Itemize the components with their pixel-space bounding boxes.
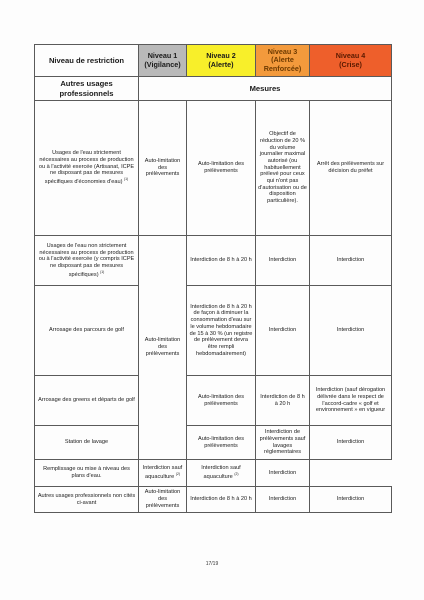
level-4-cell: Interdiction (sauf dérogation délivrée dans le respect de l'accord-cadre « golf et environnement » en vigueur bbox=[310, 376, 392, 426]
footnote-marker: (1) bbox=[124, 177, 129, 182]
level-1-cell: Auto-limitation des prélèvements bbox=[139, 487, 187, 513]
level-4-header bbox=[310, 45, 392, 77]
level-4-cell: Interdiction bbox=[310, 426, 392, 460]
usage-cell: Station de lavage bbox=[35, 426, 139, 460]
level-3-cell: Interdiction bbox=[256, 487, 310, 513]
restriction-level-header: Niveau de restriction bbox=[35, 45, 139, 77]
usage-cell: Arrosage des greens et départs de golf bbox=[35, 376, 139, 426]
level-4-sub: (Crise) bbox=[339, 59, 362, 69]
table-row bbox=[35, 101, 392, 236]
level-4-cell: Interdiction bbox=[256, 460, 310, 487]
measures-label: Mesures bbox=[139, 77, 392, 101]
usage-cell: Remplissage ou mise à niveau des plans d'eau. bbox=[35, 460, 139, 487]
section-header-row bbox=[35, 77, 392, 101]
level-1-name: Niveau 1 bbox=[147, 51, 178, 61]
level-1-merged-cell: Auto-limitation des prélèvements bbox=[139, 236, 187, 460]
level-1-cell: Auto-limitation des prélèvements bbox=[139, 101, 187, 236]
level-3-cell: Objectif de réduction de 20 % du volume journalier maximal autorisé (ou habituellement prélevé pour ceux qui n'ont pas d'autorisation ou de disposition particulière). bbox=[256, 101, 310, 236]
usage-cell: Arrosage des parcours de golf bbox=[35, 286, 139, 376]
level-2-cell: Interdiction de 8 h à 20 h bbox=[187, 487, 256, 513]
level-3-cell: Interdiction de prélèvements sauf lavages réglementaires bbox=[256, 426, 310, 460]
restriction-table bbox=[34, 44, 392, 513]
level-2-cell: Auto-limitation des prélèvements bbox=[187, 376, 256, 426]
level-3-cell: Interdiction de 8 h à 20 h bbox=[256, 376, 310, 426]
level-4-cell: Interdiction bbox=[310, 286, 392, 376]
table-row bbox=[35, 376, 392, 426]
level-2-cell: Auto-limitation des prélèvements bbox=[187, 101, 256, 236]
level-4-cell: Interdiction bbox=[310, 487, 392, 513]
header-row bbox=[35, 45, 392, 77]
level-2-cell: Interdiction de 8 h à 20 h de façon à diminuer la consommation d'eau sur le volume hebdomadaire de 15 à 30 % (un registre de prélèvement devra être rempli hebdomadairement) bbox=[187, 286, 256, 376]
level-4-cell: Arrêt des prélèvements sur décision du préfet bbox=[310, 101, 392, 236]
footnote-marker: (2) bbox=[234, 472, 239, 477]
level-3-header bbox=[256, 45, 310, 77]
table-row bbox=[35, 460, 392, 487]
level-2-sub: (Alerte) bbox=[208, 59, 234, 69]
table-row bbox=[35, 286, 392, 376]
level-2-cell: Interdiction sauf aquaculture $^{(2)}$ bbox=[139, 460, 187, 487]
level-2-cell: Auto-limitation des prélèvements bbox=[187, 426, 256, 460]
level-1-sub: (Vigilance) bbox=[144, 59, 181, 69]
usage-cell: Autres usages professionnels non cités ci-avant bbox=[35, 487, 139, 513]
level-2-header bbox=[187, 45, 256, 77]
footnote-marker: (2) bbox=[175, 472, 180, 477]
usage-cell: Usages de l'eau strictement nécessaires au process de production ou à l'activité exercée (Artisanat, ICPE ne disposant pas de mesures spécifiques d'économies d'eau) $^{(1)}$ bbox=[35, 101, 139, 236]
level-3-cell: Interdiction sauf aquaculture $^{(2)}$ bbox=[187, 460, 256, 487]
footnote-marker: (1) bbox=[100, 269, 105, 274]
usage-cell: Usages de l'eau non strictement nécessaires au process de production ou à l'activité exercée (y compris ICPE ne disposant pas de mesures spécifiques) $^{(1)}$ bbox=[35, 236, 139, 286]
level-1-header bbox=[139, 45, 187, 77]
level-3-cell: Interdiction bbox=[256, 236, 310, 286]
level-3-sub: (Alerte Renforcée) bbox=[263, 55, 302, 73]
section-title: Autres usages professionnels bbox=[35, 77, 139, 101]
table-row bbox=[35, 236, 392, 286]
level-2-cell: Interdiction de 8 h à 20 h bbox=[187, 236, 256, 286]
level-2-name: Niveau 2 bbox=[206, 51, 236, 61]
level-3-cell: Interdiction bbox=[256, 286, 310, 376]
level-4-name: Niveau 4 bbox=[335, 51, 366, 61]
level-4-cell: Interdiction bbox=[310, 236, 392, 286]
page-number: 17/19 bbox=[205, 561, 219, 567]
table-row bbox=[35, 487, 392, 513]
table-row bbox=[35, 426, 392, 460]
level-3-name: Niveau 3 bbox=[267, 47, 298, 57]
